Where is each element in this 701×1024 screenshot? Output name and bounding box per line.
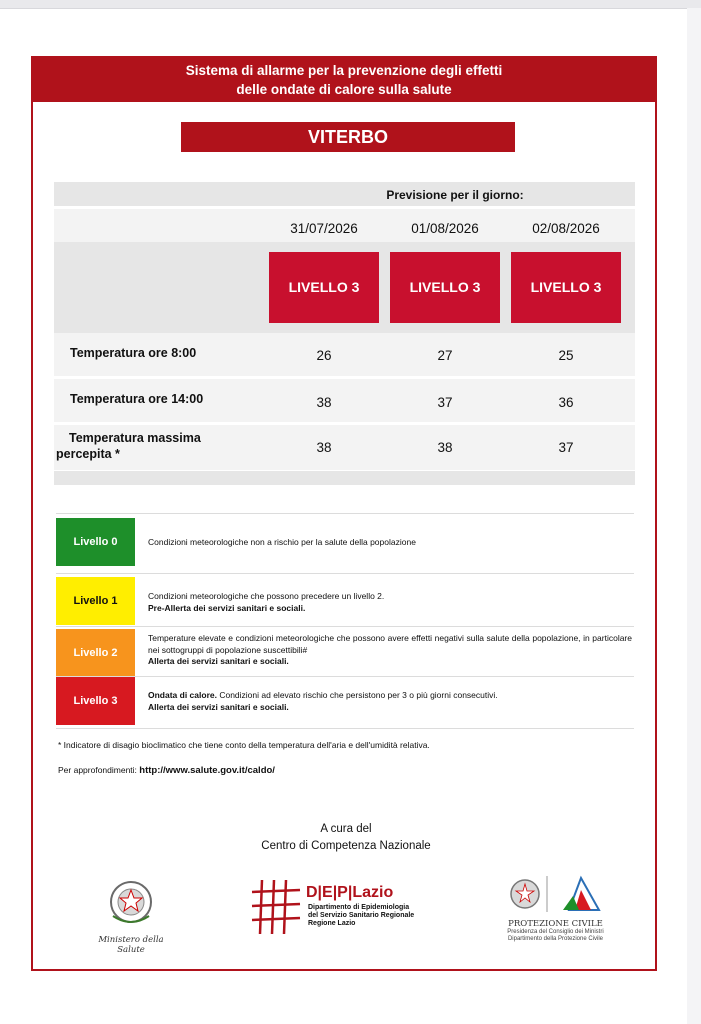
legend-divider: [56, 728, 634, 729]
dep-line: del Servizio Sanitario Regionale: [308, 912, 415, 919]
table-footer-bg: [54, 471, 635, 485]
bulletin-header: [31, 56, 657, 102]
viewer-side-strip: [687, 8, 701, 1024]
legend-text-line: Temperature elevate e condizioni meteorologiche che possono avere effetti negativi sulla salute della popolazione, in particolare nei sottogruppi di popolazione suscettibili#: [148, 633, 632, 655]
legend-divider: [56, 573, 634, 574]
pc-line: Dipartimento della Protezione Civile: [507, 936, 604, 942]
row-label-temp-8: Temperatura ore 8:00: [70, 346, 197, 360]
pc-line: Presidenza del Consiglio dei Ministri: [507, 929, 604, 935]
more-info-label: Per approfondimenti:: [58, 765, 137, 775]
legend-text-line: Condizioni meteorologiche non a rischio per la salute della popolazione: [148, 537, 416, 547]
legend-text-bold: Allerta dei servizi sanitari e sociali.: [148, 656, 289, 666]
temp-value: 37: [437, 395, 453, 410]
browser-top-bar: [0, 0, 701, 9]
legend-text-line: Condizioni meteorologiche che possono precedere un livello 2.: [148, 591, 385, 601]
legend-level-3: Livello 3: [56, 677, 135, 725]
row-label-line: percepita *: [56, 447, 120, 461]
forecast-date: 02/08/2026: [532, 221, 600, 236]
pc-text: [503, 929, 608, 943]
city-title: VITERBO: [181, 122, 515, 152]
temp-value: 38: [316, 395, 332, 410]
legend-level-0: Livello 0: [56, 518, 135, 566]
legend-text-bold: Ondata di calore.: [148, 690, 217, 700]
level-badge: LIVELLO 3: [269, 252, 379, 323]
emblem-icon: [86, 876, 176, 930]
legend-text-3: [148, 690, 632, 713]
forecast-label: Previsione per il giorno:: [386, 188, 524, 202]
dep-text: [308, 904, 414, 928]
more-info: [58, 765, 275, 776]
temp-value: 36: [558, 395, 574, 410]
more-info-link[interactable]: http://www.salute.gov.it/caldo/: [139, 765, 275, 776]
footnote: * Indicatore di disagio bioclimatico che tiene conto della temperatura dell'aria e dell'umidità relativa.: [58, 740, 430, 750]
legend-level-1: Livello 1: [56, 577, 135, 625]
pc-title: PROTEZIONE CIVILE: [508, 919, 603, 929]
legend-divider: [56, 626, 634, 627]
header-line-1: Sistema di allarme per la prevenzione degli effetti: [185, 63, 503, 78]
dep-line: Dipartimento di Epidemiologia: [308, 904, 410, 911]
row-label-temp-perceived: [56, 430, 201, 462]
temp-value: 27: [437, 348, 453, 363]
forecast-date: 31/07/2026: [290, 221, 358, 236]
header-line-2: delle ondate di calore sulla salute: [236, 82, 452, 97]
dep-line: Regione Lazio: [308, 920, 356, 927]
row-label-line: Temperatura massima: [69, 431, 201, 445]
legend-text-2: [148, 633, 632, 668]
temp-value: 38: [437, 440, 453, 455]
legend-level-2: Livello 2: [56, 629, 135, 677]
ministero-salute-logo: [86, 876, 176, 955]
row-label-temp-14: Temperatura ore 14:00: [70, 392, 204, 406]
legend-divider: [56, 676, 634, 677]
ministero-name: Ministero della Salute: [98, 935, 164, 955]
dep-lazio-logo: [250, 878, 430, 940]
pc-emblem-icon: [503, 870, 608, 914]
level-badge: LIVELLO 3: [511, 252, 621, 323]
legend-text-0: [148, 537, 632, 549]
level-badge: LIVELLO 3: [390, 252, 500, 323]
temp-value: 25: [558, 348, 574, 363]
legend-text-bold: Allerta dei servizi sanitari e sociali.: [148, 701, 289, 712]
temp-value: 37: [558, 440, 574, 455]
legend-text-line: Condizioni ad elevato rischio che persistono per 3 o più giorni consecutivi.: [216, 690, 498, 700]
cura-line-2: Centro di Competenza Nazionale: [261, 840, 431, 852]
temp-value: 38: [316, 440, 332, 455]
cura-line-1: A cura del: [320, 823, 372, 835]
protezione-civile-logo: [503, 870, 608, 948]
dep-brand: D|E|P|Lazio: [306, 884, 394, 901]
legend-text-1: [148, 591, 632, 614]
legend-text-bold: Pre-Allerta dei servizi sanitari e sociali.: [148, 602, 306, 613]
temp-value: 26: [316, 348, 332, 363]
legend-divider: [56, 513, 634, 514]
dep-grid-icon: [250, 878, 302, 936]
forecast-date: 01/08/2026: [411, 221, 479, 236]
